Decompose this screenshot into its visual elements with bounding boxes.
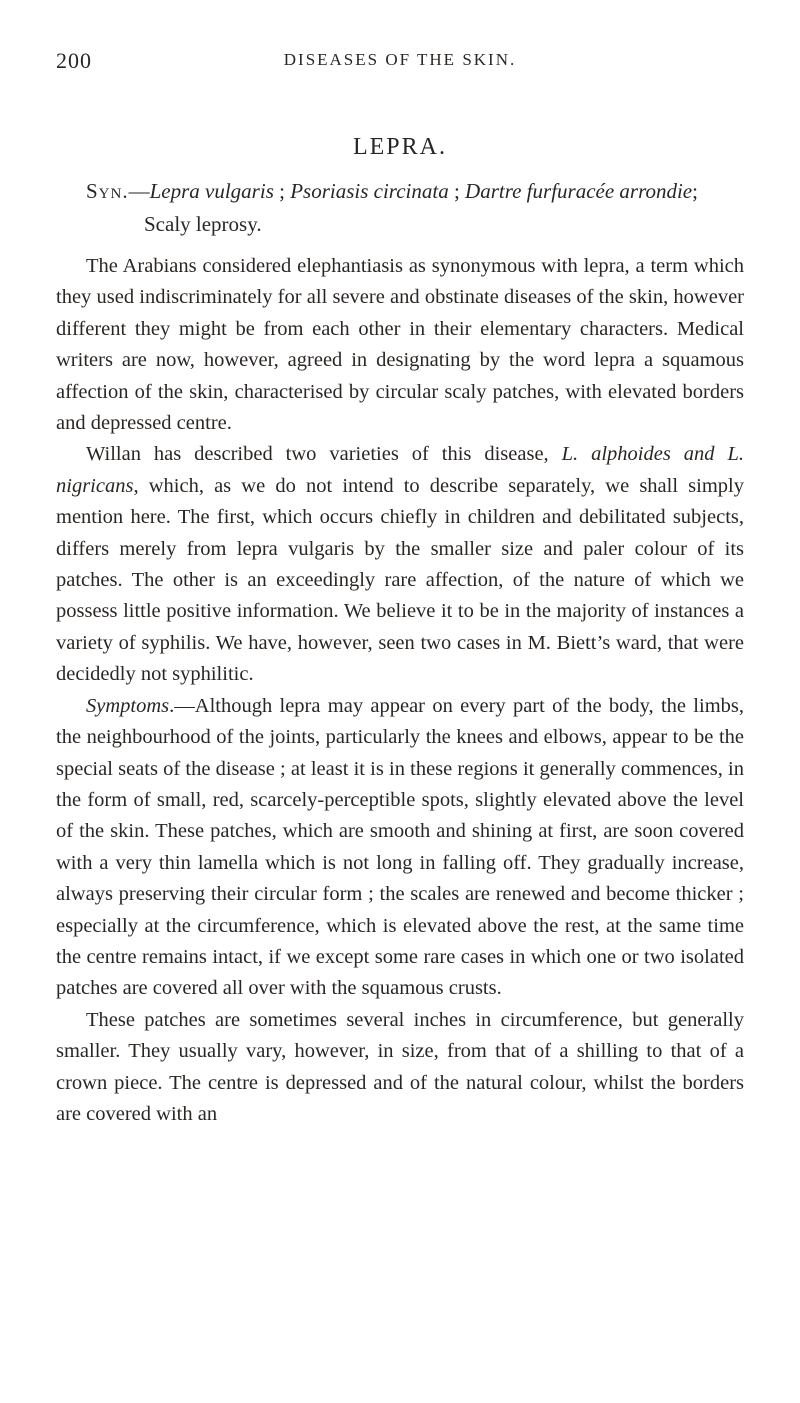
paragraph-3: Symptoms.—Although lepra may appear on every part of the body, the limbs, the neighbourhood of the joints, particularly the knees and elbows, appear to be the special seats of the disease ; at least it is in these regions it generally commences, in the form of small, red, scarcely-perceptible spots, slightly elevated above the level of the skin. These patches, which are smooth and shining at first, are soon covered with a very thin lamella which is not long in falling off. They gradually increase, always preserving their circular form ; the scales are renewed and become thicker ; especially at the circumference, which is elevated above the rest, at the same time the centre remains intact, if we except some rare cases in which one or two isolated patches are covered all over with the squamous crusts. <box>56 694 744 1000</box>
paragraph-4: These patches are sometimes several inches in circumference, but generally smaller. They usually vary, however, in size, from that of a shilling to that of a crown piece. The centre is depressed and of the natural colour, whilst the borders are covered with an <box>56 1008 744 1125</box>
paragraph-2: Willan has described two varieties of this disease, L. alphoides and L. nigricans, which, as we do not intend to describe separately, we shall simply mention here. The first, which occurs chiefly in children and debilitated subjects, differs merely from lepra vulgaris by the smaller size and paler colour of its patches. The other is an exceedingly rare affection, of the nature of which we possess little positive information. We believe it to be in the majority of instances a variety of syphilis. We have, however, seen two cases in M. Biett’s ward, that were decidedly not syphilitic. <box>56 443 744 686</box>
symptoms-heading: Symptoms <box>86 694 170 717</box>
synonym-3: Dartre furfuracée arrondie <box>465 179 693 203</box>
body-text <box>56 251 744 1130</box>
running-title: DISEASES OF THE SKIN. <box>283 50 517 69</box>
synonyms-paragraph: Syn.—Lepra vulgaris ; Psoriasis circinata ; Dartre furfuracée arrondie; Scaly leprosy. <box>86 179 698 236</box>
page-number: 200 <box>56 48 92 73</box>
synonyms-dash: — <box>128 179 150 203</box>
running-head <box>56 48 744 78</box>
synonym-4: Scaly leprosy. <box>144 212 262 236</box>
variety-names: L. alphoides and L. nigricans <box>56 443 744 497</box>
synonym-2: Psoriasis circinata <box>290 179 449 203</box>
section-title: LEPRA. <box>352 134 447 160</box>
paragraph-1: The Arabians considered elephantiasis as synonymous with lepra, a term which they used indiscriminately for all severe and obstinate diseases of the skin, however different they might be from each other in their elementary characters. Medical writers are now, however, agreed in designating by the word lepra a squamous affection of the skin, characterised by circular scaly patches, with elevated borders and depressed centre. <box>56 255 744 435</box>
synonym-1: Lepra vulgaris <box>149 179 274 203</box>
synonyms-label: Syn. <box>86 179 129 203</box>
